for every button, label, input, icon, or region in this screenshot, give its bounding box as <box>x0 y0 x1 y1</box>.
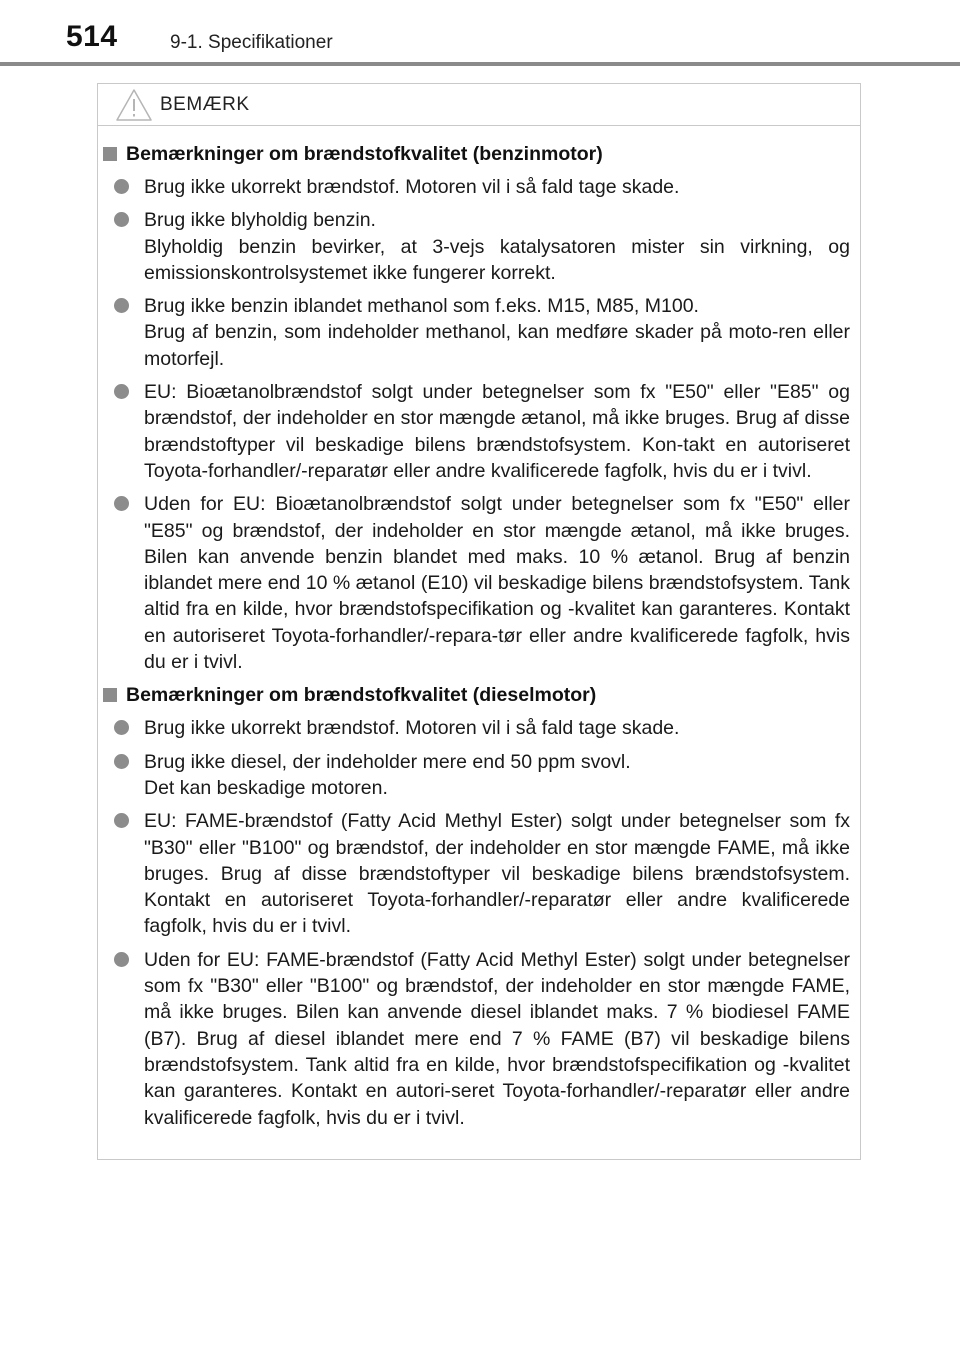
list-item-text: Brug ikke ukorrekt brændstof. Motoren vil i så fald tage skade. <box>144 176 680 198</box>
list-item-text: Det kan beskadige motoren. <box>144 776 388 799</box>
list-item <box>98 379 860 484</box>
list-item-text: EU: Bioætanolbrændstof solgt under betegnelser som fx "E50" eller "E85" og brændstof, der indeholder en stor mængde ætanol, må ikke bruges. Brug af disse brændstoftyper vil beskadige bilens brændstofsystem. Kon-takt en autoriseret Toyota-forhandler/-reparatør eller andre kvalificerede fagfolk, hvis du er i tvivl. <box>144 381 850 482</box>
circle-bullet-icon <box>114 298 129 313</box>
note-body <box>98 141 860 1138</box>
circle-bullet-icon <box>114 754 129 769</box>
header-divider <box>0 62 960 66</box>
circle-bullet-icon <box>114 813 129 828</box>
list-item-text: Uden for EU: Bioætanolbrændstof solgt under betegnelser som fx "E50" eller "E85" og brændstof, der indeholder en stor mængde ætanol, må ikke bruges. Bilen kan anvende benzin blandet med maks. 10 % ætanol. Brug af benzin iblandet mere end 10 % ætanol (E10) vil beskadige bilens brændstofsystem. Tank altid fra en kilde, hvor brændstofspecifikation og -kvalitet kan garanteres. Kontakt en autoriseret Toyota-forhandler/-repara-tør eller andre kvalificerede fagfolk, hvis du er i tvivl. <box>144 493 850 674</box>
list-item-text: Brug af benzin, som indeholder methanol, kan medføre skader på moto-ren eller motorfejl. <box>144 321 850 370</box>
note-box <box>97 83 861 1160</box>
list-item <box>98 749 860 802</box>
section-heading-text: Bemærkninger om brændstofkvalitet (dieselmotor) <box>126 684 597 707</box>
list-item-text: EU: FAME-brændstof (Fatty Acid Methyl Ester) solgt under betegnelser som fx "B30" eller "B100" og brændstof, der indeholder en stor mængde FAME, må ikke bruges. Brug af disse brændstoftyper vil beskadige bilens brændstofsystem. Kontakt en autoriseret Toyota-forhandler/-reparatør eller andre kvalificerede fagfolk, hvis du er i tvivl. <box>144 810 850 938</box>
section-heading-text: Bemærkninger om brændstofkvalitet (benzinmotor) <box>126 143 603 165</box>
list-item <box>98 207 860 286</box>
page-number: 514 <box>66 20 118 53</box>
section-title: 9-1. Specifikationer <box>170 32 333 53</box>
page-header <box>0 0 960 70</box>
list-item-text: Brug ikke benzin iblandet methanol som f.eks. M15, M85, M100. <box>144 295 699 318</box>
list-item <box>98 174 860 200</box>
circle-bullet-icon <box>114 212 129 227</box>
circle-bullet-icon <box>114 384 129 399</box>
list-item <box>98 715 860 741</box>
list-item <box>98 947 860 1131</box>
circle-bullet-icon <box>114 720 129 735</box>
square-bullet-icon <box>103 147 117 161</box>
circle-bullet-icon <box>114 496 129 511</box>
warning-triangle-icon <box>114 87 154 123</box>
circle-bullet-icon <box>114 952 129 967</box>
list-item-text: Uden for EU: FAME-brændstof (Fatty Acid Methyl Ester) solgt under betegnelser som fx "B30" eller "B100" og brændstof, der indeholder en stor mængde FAME, må ikke bruges. Bilen kan anvende diesel iblandet maks. 7 % biodiesel FAME (B7). Brug af diesel iblandet mere end 7 % FAME (B7) vil beskadige bilens brændstofsystem. Tank altid fra en kilde, hvor brændstofspecifikation og -kvalitet kan garanteres. Kontakt en autori-seret Toyota-forhandler/-reparatør eller andre kvalificerede fagfolk, hvis du er i tvivl. <box>144 948 850 1129</box>
list-item-text: Brug ikke blyholdig benzin. <box>144 209 376 232</box>
list-item <box>98 491 860 675</box>
list-item-text: Blyholdig benzin bevirker, at 3-vejs katalysatoren mister sin virkning, og emissionskontrolsystemet ikke fungerer korrekt. <box>144 235 850 284</box>
list-item-text: Brug ikke diesel, der indeholder mere end 50 ppm svovl. <box>144 750 631 773</box>
section-heading <box>98 141 860 167</box>
note-title: BEMÆRK <box>160 94 250 115</box>
section-heading <box>98 682 860 708</box>
circle-bullet-icon <box>114 179 129 194</box>
square-bullet-icon <box>103 688 117 702</box>
list-item <box>98 808 860 939</box>
list-item <box>98 293 860 372</box>
note-header <box>98 84 860 126</box>
list-item-text: Brug ikke ukorrekt brændstof. Motoren vil i så fald tage skade. <box>144 717 680 740</box>
